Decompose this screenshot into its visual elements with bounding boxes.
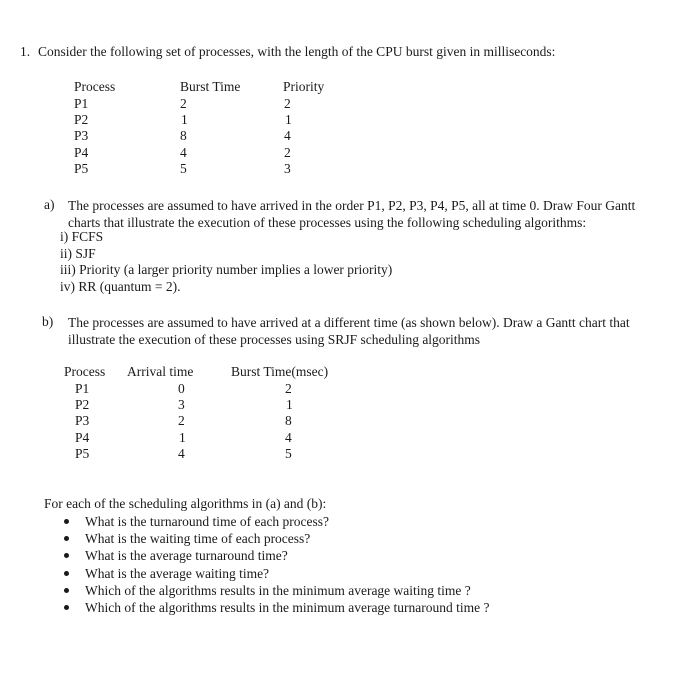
bullet-icon: [64, 553, 69, 558]
bullet-text: What is the waiting time of each process?: [85, 531, 311, 547]
footer-intro: For each of the scheduling algorithms in (a) and (b):: [44, 496, 327, 511]
table-a-cell-priority: 2: [284, 96, 291, 111]
table-a-cell-priority: 4: [284, 128, 291, 143]
list-item: ii) SJF: [60, 245, 96, 261]
bullet-icon: [64, 571, 69, 576]
table-b-cell-arrival: 0: [178, 381, 185, 396]
bullet-icon: [64, 605, 69, 610]
table-a-cell-burst: 2: [180, 96, 187, 111]
list-item: iv) RR (quantum = 2).: [60, 278, 181, 294]
list-item: [60, 530, 490, 547]
part-a-text: The processes are assumed to have arrived in the order P1, P2, P3, P4, P5, all at time 0. Draw Four Gantt charts that illustrate the execution of these processes using the following scheduling algorithms:: [68, 198, 636, 230]
table-b-cell-burst: 2: [285, 381, 292, 396]
part-a-algorithm-list: [60, 229, 392, 295]
table-a-cell-priority: 3: [284, 161, 291, 176]
table-b-cell-arrival: 3: [178, 397, 185, 412]
table-b-cell-burst: 1: [286, 397, 293, 412]
bullet-icon: [64, 519, 69, 524]
bullet-text: Which of the algorithms results in the minimum average waiting time ?: [85, 582, 471, 598]
list-item: [60, 599, 490, 616]
part-b-label: b): [42, 314, 54, 329]
bullet-icon: [64, 588, 69, 593]
footer-question-list: [60, 513, 490, 616]
table-b-cell-burst: 5: [285, 446, 292, 461]
bullet-icon: [64, 536, 69, 541]
table-a-cell-burst: 8: [180, 128, 187, 143]
table-b-header-burst: Burst Time(msec): [231, 364, 329, 379]
table-a-cell-priority: 2: [284, 145, 291, 160]
table-b-cell-burst: 8: [285, 413, 292, 428]
question-text: Consider the following set of processes, with the length of the CPU burst given in milliseconds:: [38, 44, 556, 59]
table-a-cell-burst: 1: [181, 112, 188, 127]
table-a-cell-burst: 5: [180, 161, 187, 176]
table-a-cell-process: P5: [74, 161, 89, 176]
table-a-cell-process: P4: [74, 145, 89, 160]
table-a-cell-process: P1: [74, 96, 89, 111]
list-item: [60, 547, 490, 564]
table-b-cell-arrival: 4: [178, 446, 185, 461]
table-a-cell-process: P2: [74, 112, 89, 127]
list-item: [60, 513, 490, 530]
bullet-text: Which of the algorithms results in the minimum average turnaround time ?: [85, 600, 490, 616]
bullet-text: What is the turnaround time of each process?: [85, 514, 330, 529]
table-b-cell-process: P5: [75, 446, 90, 461]
list-item: iii) Priority (a larger priority number implies a lower priority): [60, 262, 393, 277]
bullet-text: What is the average waiting time?: [85, 565, 270, 581]
table-b-cell-process: P1: [75, 381, 90, 396]
bullet-text: What is the average turnaround time?: [85, 548, 288, 564]
table-a-header-priority: Priority: [283, 79, 325, 94]
table-a-header-burst: Burst Time: [180, 79, 241, 94]
table-b-cell-process: P4: [75, 430, 90, 445]
table-b-header-process: Process: [64, 364, 106, 379]
table-b-header-arrival: Arrival time: [127, 364, 194, 379]
list-item: [60, 582, 490, 599]
table-b-cell-burst: 4: [285, 430, 292, 445]
table-b-cell-process: P3: [75, 413, 90, 428]
question-number: 1.: [20, 44, 31, 59]
table-a-cell-process: P3: [74, 128, 89, 143]
list-item: i) FCFS: [60, 229, 104, 244]
part-a-label: a): [44, 197, 55, 212]
list-item: [60, 565, 490, 582]
table-a-cell-burst: 4: [180, 145, 187, 160]
part-b-text: The processes are assumed to have arrived at a different time (as shown below). Draw a Gantt chart that illustrate the execution of these processes using SRJF scheduling algorithms: [68, 315, 630, 347]
table-a-cell-priority: 1: [285, 112, 292, 127]
table-a-header-process: Process: [74, 79, 116, 94]
table-b-cell-arrival: 1: [179, 430, 186, 445]
table-b-cell-arrival: 2: [178, 413, 185, 428]
table-b-cell-process: P2: [75, 397, 90, 412]
